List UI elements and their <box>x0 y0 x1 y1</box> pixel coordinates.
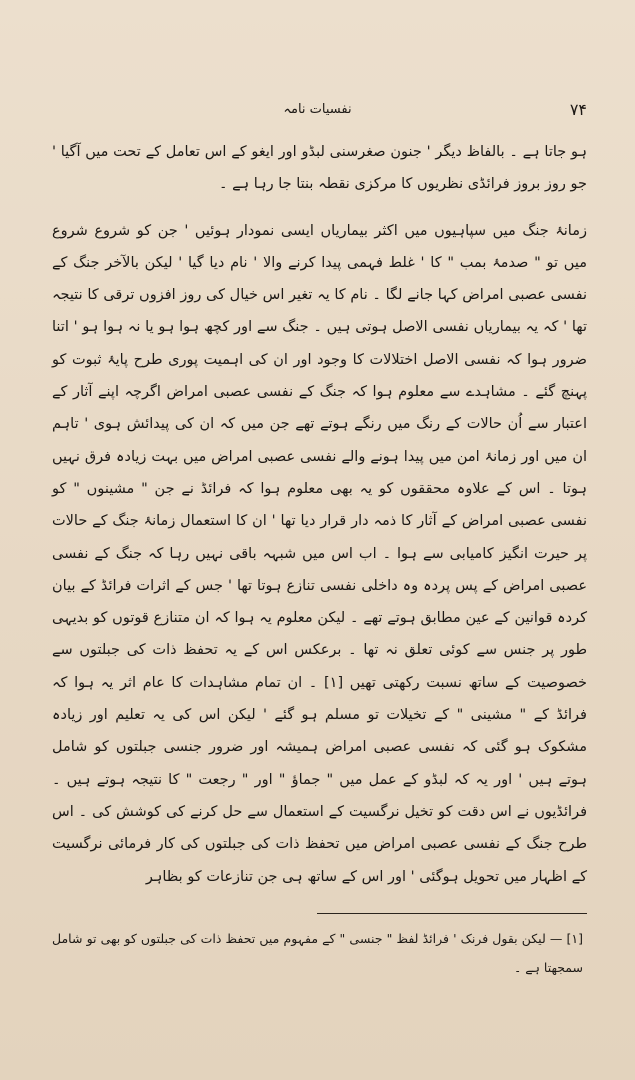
paragraph-2: زمانۂ جنگ میں سپاہیوں میں اکثر بیماریاں ایسی نمودار ہوئیں ' جن کو شروع شروع میں تو " صدمۂ بمب " کا ' غلط فہمی پیدا کرنے والا ' نام دیا گیا ' لیکن بالآخر جنگ کے نفسی عصبی امراض کہا جانے لگا ۔ نام کا یہ تغیر اس خیال کی روز افزوں ترقی کا نتیجہ تھا ' کہ یہ بیماریاں نفسی الاصل ہوتی ہیں ۔ جنگ سے اور کچھ ہوا ہو یا نہ ہوا ہو ' اتنا ضرور ہوا کہ نفسی الاصل اختلالات کا وجود اور ان کی اہمیت پوری طرح پایۂ ثبوت کو پہنچ گئے ۔ مشاہدے سے معلوم ہوا کہ جنگ کے نفسی عصبی امراض اگرچہ اپنے آثار کے اعتبار سے اُن حالات کے رنگ میں رنگے ہوتے تھے جن میں کہ ان کی پیدائش ہوی ' تاہم ان میں اور زمانۂ امن میں پیدا ہونے والے نفسی عصبی امراض میں بہت زیادہ فرق نہیں ہوتا ۔ اس کے علاوہ محققوں کو یہ بھی معلوم ہوا کہ فرائڈ نے جن " مشینوں " کو نفسی عصبی امراض کے آثار کا ذمہ دار قرار دیا تھا ' ان کا استعمال زمانۂ جنگ کے حالات پر حیرت انگیز کامیابی سے ہوا ۔ اب اس میں شبہہ باقی نہیں رہا کہ جنگ کے نفسی عصبی امراض کے پس پردہ وہ داخلی نفسی تنازع ہوتا تھا ' جس کے اثرات فرائڈ کے بیان کردہ قوانین کے عین مطابق ہوتے تھے ۔ لیکن معلوم یہ ہوا کہ ان متنازع قوتوں کو بدیہی طور پر جنس سے کوئی تعلق نہ تھا ۔ برعکس اس کے یہ تحفظ ذات کی جبلتوں سے خصوصیت کے ساتھ نسبت رکھتی تھیں [۱] ۔ ان تمام مشاہدات کا عام اثر یہ ہوا کہ فرائڈ کے " مشینی " کے تخیلات تو مسلم ہو گئے ' لیکن اس کی یہ تعلیم اور زیادہ مشکوک ہو گئی کہ نفسی عصبی امراض ہمیشہ اور ضرور جنسی جبلتوں کو شامل ہوتے ہیں ' اور یہ کہ لبڈو کے عمل میں " جماؤ " اور " رجعت " کا نتیجہ ہوتے ہیں ۔ فرائڈیوں نے اس دقت کو تخیل نرگسیت کے استعمال سے حل کرنے کی کوشش کی ۔ اس طرح جنگ کے نفسی عصبی امراض میں تحفظ ذات کی جبلتوں کی کار فرمائی نرگسیت کے اظہار میں تحویل ہوگئی ' اور اس کے ساتھ ہی جن تنازعات کو بظاہر <box>52 222 587 885</box>
footnote-divider <box>317 913 587 914</box>
page-header <box>48 102 587 130</box>
body-text <box>52 136 587 903</box>
paragraph-1: ہو جاتا ہے ۔ بالفاظ دیگر ' جنون صغرسنی لبڈو اور ایغو کے اس تعامل کے تحت میں آگیا ' جو روز بروز فرائڈی نظریوں کا مرکزی نقطہ بنتا جا رہا ہے ۔ <box>52 144 587 193</box>
footnote: [۱] — لیکن بقول فرنک ' فرائڈ لفظ " جنسی " کے مفہوم میں تحفظ ذات کی جبلتوں کو بھی تو شامل سمجھتا ہے ۔ <box>52 931 583 975</box>
running-header-title: نفسیات نامہ <box>283 102 352 117</box>
page-number: ۷۴ <box>569 100 587 119</box>
